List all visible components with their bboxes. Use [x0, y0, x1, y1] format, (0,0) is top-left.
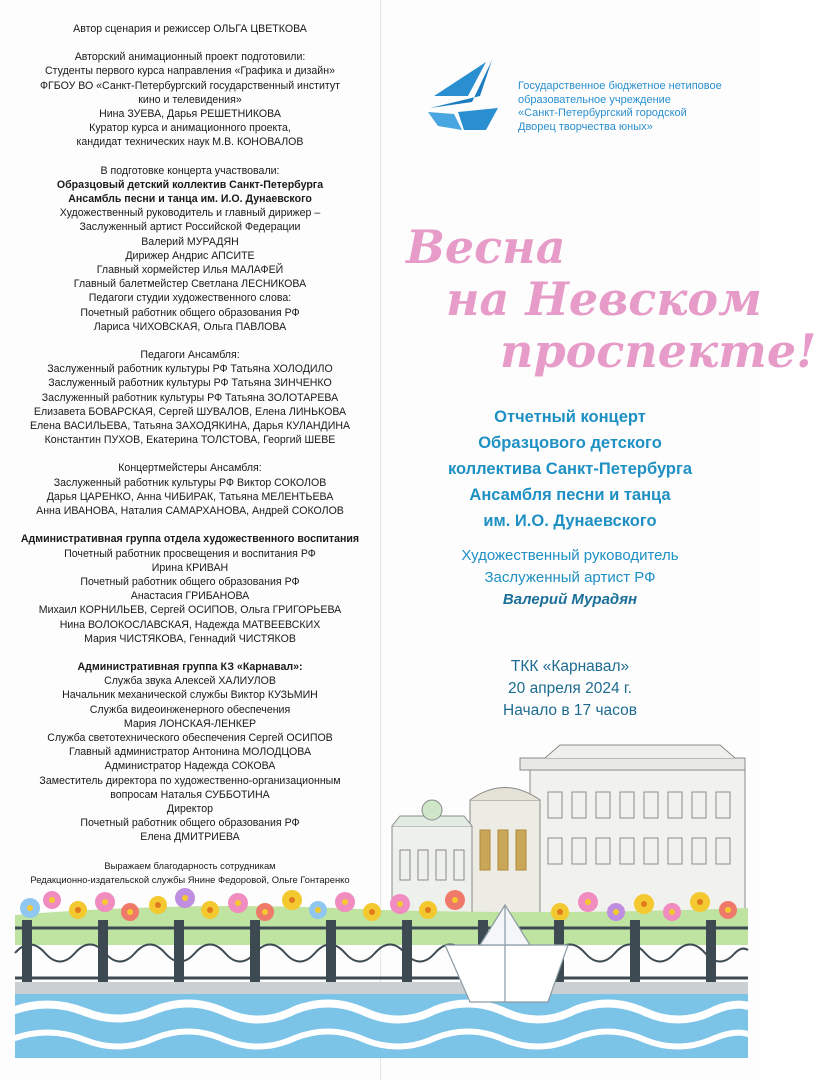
credit-line: Валерий МУРАДЯН — [141, 235, 239, 248]
concert-line-1: Отчетный концерт — [494, 408, 646, 426]
title-line-3: проспекте! — [500, 324, 816, 378]
embankment-stone — [15, 982, 748, 994]
buildings-drawing — [392, 745, 745, 920]
credit-line: Художественный руководитель и главный дирижер – — [59, 207, 321, 220]
credit-line: Директор — [166, 802, 214, 815]
credit-line: Почетный работник общего образования РФ — [80, 306, 300, 319]
organization-name — [518, 80, 748, 134]
credit-line: Заслуженный работник культуры РФ Татьяна ХОЛОДИЛО — [47, 363, 333, 376]
organization-header — [428, 52, 748, 142]
credit-line: Образцовый детский коллектив Санкт-Петербурга — [56, 178, 324, 191]
credit-line: Нина ЗУЕВА, Дарья РЕШЕТНИКОВА — [99, 108, 281, 121]
venue-block — [420, 656, 720, 722]
art-director-role: Художественный руководитель — [461, 547, 679, 564]
credit-line: Авторский анимационный проект подготовили: — [74, 51, 306, 64]
credits-spacer — [14, 36, 366, 50]
credit-line: Педагоги студии художественного слова: — [88, 292, 292, 305]
credit-line: Главный хормейстер Илья МАЛАФЕЙ — [96, 264, 284, 277]
credit-line: Дирижер Андрис АПСИТЕ — [125, 249, 255, 262]
credit-line: Лариса ЧИХОВСКАЯ, Ольга ПАВЛОВА — [93, 320, 287, 333]
credit-line: Заслуженный работник культуры РФ Татьяна ЗОЛОТАРЕВА — [41, 391, 339, 404]
credit-line: Заместитель директора по художественно-организационным — [39, 774, 341, 787]
org-line-1: Государственное бюджетное нетиповое — [518, 80, 722, 92]
bird-sail-logo-icon — [428, 52, 510, 130]
art-director-block — [410, 545, 730, 611]
credits-spacer — [14, 150, 366, 164]
credit-line: Ирина КРИВАН — [151, 561, 229, 574]
credit-line: Студенты первого курса направления «Графика и дизайн» — [45, 65, 335, 78]
credit-line: Начальник механической службы Виктор КУЗЬМИН — [62, 689, 318, 702]
venue-place: ТКК «Карнавал» — [510, 658, 630, 675]
concert-line-2: Образцового детского — [478, 434, 662, 452]
art-director-name: Валерий Мурадян — [502, 591, 638, 608]
credit-line: В подготовке концерта участвовали: — [100, 164, 280, 177]
credit-line: Куратор курса и анимационного проекта, — [89, 122, 291, 135]
credit-line: Служба видеоинженерного обеспечения — [89, 703, 291, 716]
title-line-1: Весна — [406, 220, 566, 274]
credit-line: Елизавета БОВАРСКАЯ, Сергей ШУВАЛОВ, Елена ЛИНЬКОВА — [33, 405, 347, 418]
credit-line: Редакционно-издательской службы Янине Федоровой, Ольге Гонтаренко — [30, 873, 350, 885]
org-line-4: Дворец творчества юных» — [518, 120, 653, 133]
credit-line: Администратор Надежда СОКОВА — [104, 760, 276, 773]
credit-line: Концертмейстеры Ансамбля: — [118, 462, 262, 475]
concert-line-4: Ансамбля песни и танца — [469, 486, 671, 504]
credits-spacer — [14, 646, 366, 660]
credit-line: Елена ВАСИЛЬЕВА, Татьяна ЗАХОДЯКИНА, Дарья КУЛАНДИНА — [29, 420, 351, 433]
credit-line: Административная группа отдела художественного воспитания — [20, 533, 360, 546]
credits-spacer — [14, 334, 366, 348]
concert-line-5: им. И.О. Дунаевского — [483, 512, 657, 530]
credit-line: Мария ЛОНСКАЯ-ЛЕНКЕР — [123, 717, 257, 730]
credit-line: Заслуженный артист Российской Федерации — [79, 221, 301, 234]
credits-spacer — [14, 518, 366, 532]
credit-line: Елена ДМИТРИЕВА — [140, 831, 240, 844]
credit-line: кино и телевидения» — [138, 93, 242, 106]
concert-description — [410, 404, 730, 534]
org-line-2: образовательное учреждение — [518, 93, 671, 106]
credit-line: ФГБОУ ВО «Санкт-Петербургский государственный институт — [39, 79, 341, 92]
credit-line: Главный балетмейстер Светлана ЛЕСНИКОВА — [73, 278, 307, 291]
credit-line: Почетный работник просвещения и воспитания РФ — [64, 547, 316, 560]
credits-spacer — [14, 447, 366, 461]
credit-line: Почетный работник общего образования РФ — [80, 817, 300, 830]
venue-time: Начало в 17 часов — [503, 702, 637, 719]
credit-line: Служба светотехнического обеспечения Сергей ОСИПОВ — [47, 731, 333, 744]
credit-line: Почетный работник общего образования РФ — [80, 575, 300, 588]
credit-line: Педагоги Ансамбля: — [140, 349, 240, 362]
credit-line: Константин ПУХОВ, Екатерина ТОЛСТОВА, Георгий ШЕВЕ — [44, 434, 336, 447]
credit-line: Анастасия ГРИБАНОВА — [130, 590, 250, 603]
credit-line: Заслуженный работник культуры РФ Татьяна ЗИНЧЕНКО — [48, 377, 332, 390]
credit-line: Анна ИВАНОВА, Наталия САМАРХАНОВА, Андрей СОКОЛОВ — [36, 505, 344, 518]
credit-line: Дарья ЦАРЕНКО, Анна ЧИБИРАК, Татьяна МЕЛЕНТЬЕВА — [46, 490, 334, 503]
credit-line: Выражаем благодарность сотрудникам — [104, 859, 276, 871]
event-title — [396, 220, 816, 382]
credit-line: вопросам Наталья СУББОТИНА — [110, 788, 270, 801]
credit-line: Административная группа КЗ «Карнавал»: — [77, 660, 303, 673]
title-line-2: на Невском — [446, 272, 762, 326]
credit-line: Ансамбль песни и танца им. И.О. Дунаевского — [68, 193, 312, 206]
venue-date: 20 апреля 2024 г. — [508, 680, 632, 697]
concert-line-3: коллектива Санкт-Петербурга — [447, 460, 693, 478]
credit-line: Михаил КОРНИЛЬЕВ, Сергей ОСИПОВ, Ольга ГРИГОРЬЕВА — [38, 604, 342, 617]
credit-line: Заслуженный работник культуры РФ Виктор СОКОЛОВ — [53, 476, 327, 489]
nevsky-illustration — [0, 740, 760, 1060]
credit-line: Служба звука Алексей ХАЛИУЛОВ — [104, 675, 276, 688]
credit-line: Мария ЧИСТЯКОВА, Геннадий ЧИСТЯКОВ — [84, 632, 296, 645]
credit-line: Нина ВОЛОКОСЛАВСКАЯ, Надежда МАТВЕЕВСКИХ — [59, 618, 321, 631]
org-line-3: «Санкт-Петербургский городской — [518, 107, 687, 119]
art-director-title: Заслуженный артист РФ — [484, 569, 656, 586]
credit-line: Главный администратор Антонина МОЛОДЦОВА — [68, 746, 312, 759]
credit-line: Автор сценария и режиссер ОЛЬГА ЦВЕТКОВА — [73, 23, 307, 35]
credit-line: кандидат технических наук М.В. КОНОВАЛОВ — [76, 136, 304, 149]
